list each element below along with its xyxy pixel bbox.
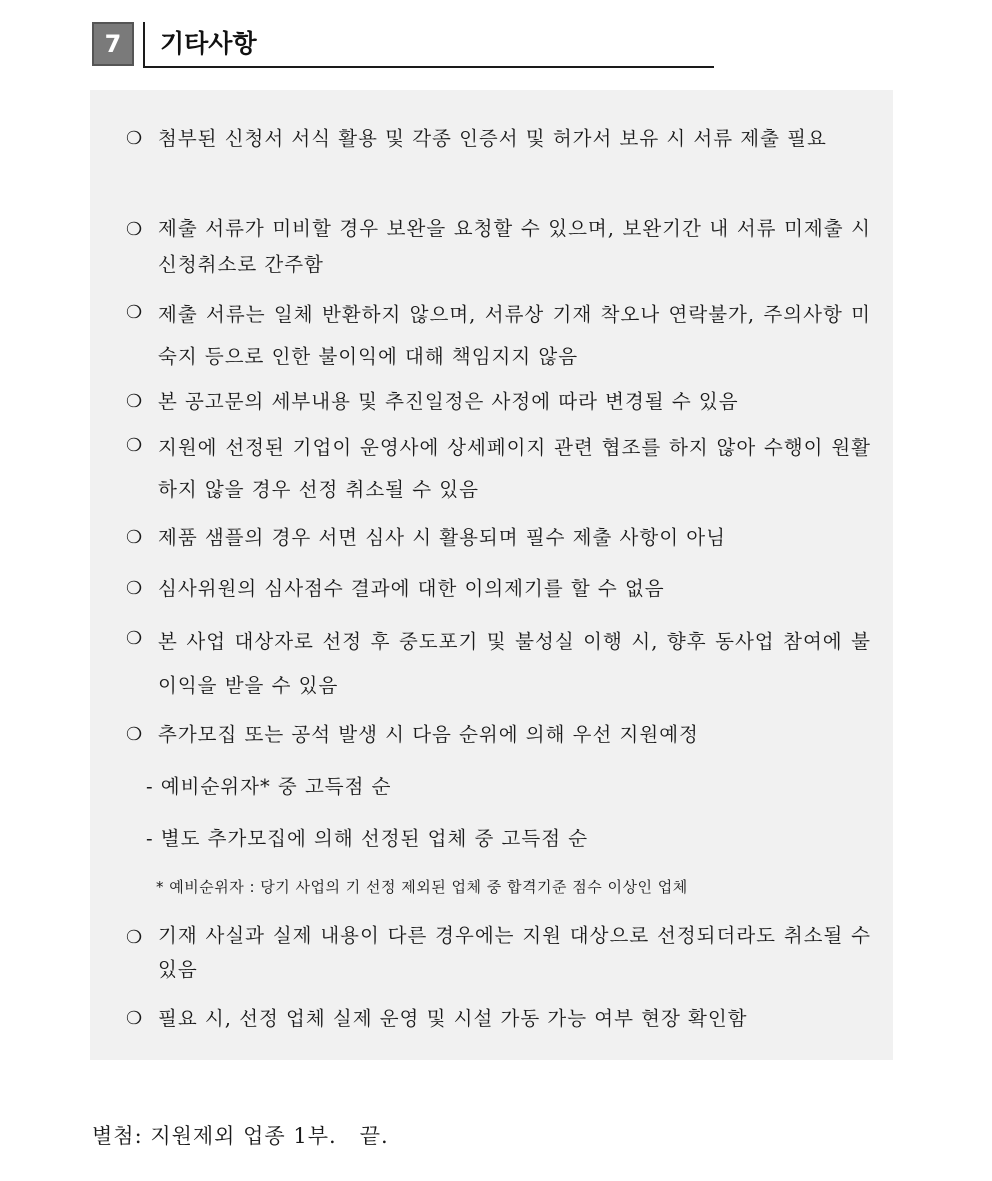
circle-bullet-icon: ❍ xyxy=(126,578,144,599)
circle-bullet-icon: ❍ xyxy=(126,302,144,323)
list-item-text: 지원에 선정된 기업이 운영사에 상세페이지 관련 협조를 하지 않아 수행이 원활하지 않을 경우 선정 취소될 수 있음 xyxy=(158,436,871,501)
section-number-badge: 7 xyxy=(92,22,134,66)
list-item xyxy=(126,519,871,557)
list-item xyxy=(126,383,871,421)
circle-bullet-icon: ❍ xyxy=(126,724,144,745)
list-item-text: 본 공고문의 세부내용 및 추진일정은 사정에 따라 변경될 수 있음 xyxy=(158,390,739,413)
circle-bullet-icon: ❍ xyxy=(126,391,144,412)
circle-bullet-icon: ❍ xyxy=(126,128,144,149)
list-item xyxy=(126,427,871,511)
list-item xyxy=(126,211,871,283)
list-item xyxy=(126,294,871,378)
notice-content-box xyxy=(90,90,893,1060)
section-header xyxy=(92,22,714,68)
list-item xyxy=(126,120,871,158)
sub-item: - 예비순위자* 중 고득점 순 xyxy=(146,775,392,798)
sub-item: - 별도 추가모집에 의해 선정된 업체 중 고득점 순 xyxy=(146,827,589,850)
list-item-text: 제품 샘플의 경우 서면 심사 시 활용되며 필수 제출 사항이 아님 xyxy=(158,526,726,549)
circle-bullet-icon: ❍ xyxy=(126,1008,144,1029)
section-title: 기타사항 xyxy=(160,29,257,58)
circle-bullet-icon: ❍ xyxy=(126,628,144,649)
list-item xyxy=(126,1000,871,1038)
attachment-note: 별첨: 지원제외 업종 1부. 끝. xyxy=(92,1124,389,1148)
circle-bullet-icon: ❍ xyxy=(126,527,144,548)
section-underline xyxy=(143,66,714,68)
list-item xyxy=(126,716,871,754)
list-item-text: 첨부된 신청서 서식 활용 및 각종 인증서 및 허가서 보유 시 서류 제출 필요 xyxy=(158,127,827,150)
list-item-text: 제출 서류가 미비할 경우 보완을 요청할 수 있으며, 보완기간 내 서류 미제출 시 신청취소로 간주함 xyxy=(158,217,871,276)
list-item-text: 심사위원의 심사점수 결과에 대한 이의제기를 할 수 없음 xyxy=(158,577,665,600)
section-divider xyxy=(143,22,145,67)
list-item-text: 추가모집 또는 공석 발생 시 다음 순위에 의해 우선 지원예정 xyxy=(158,723,699,746)
circle-bullet-icon: ❍ xyxy=(126,219,144,240)
circle-bullet-icon: ❍ xyxy=(126,927,144,948)
list-item-text: 기재 사실과 실제 내용이 다른 경우에는 지원 대상으로 선정되더라도 취소될 수 있음 xyxy=(158,924,871,981)
list-item-text: 필요 시, 선정 업체 실제 운영 및 시설 가동 가능 여부 현장 확인함 xyxy=(158,1007,748,1030)
circle-bullet-icon: ❍ xyxy=(126,435,144,456)
list-item xyxy=(126,620,871,708)
list-item xyxy=(126,570,871,608)
footnote: * 예비순위자 : 당기 사업의 기 선정 제외된 업체 중 합격기준 점수 이상인 업체 xyxy=(156,878,688,896)
list-item-text: 제출 서류는 일체 반환하지 않으며, 서류상 기재 착오나 연락불가, 주의사항 미숙지 등으로 인한 불이익에 대해 책임지지 않음 xyxy=(158,303,871,368)
list-item-text: 본 사업 대상자로 선정 후 중도포기 및 불성실 이행 시, 향후 동사업 참여에 불이익을 받을 수 있음 xyxy=(158,630,871,697)
list-item xyxy=(126,919,871,987)
